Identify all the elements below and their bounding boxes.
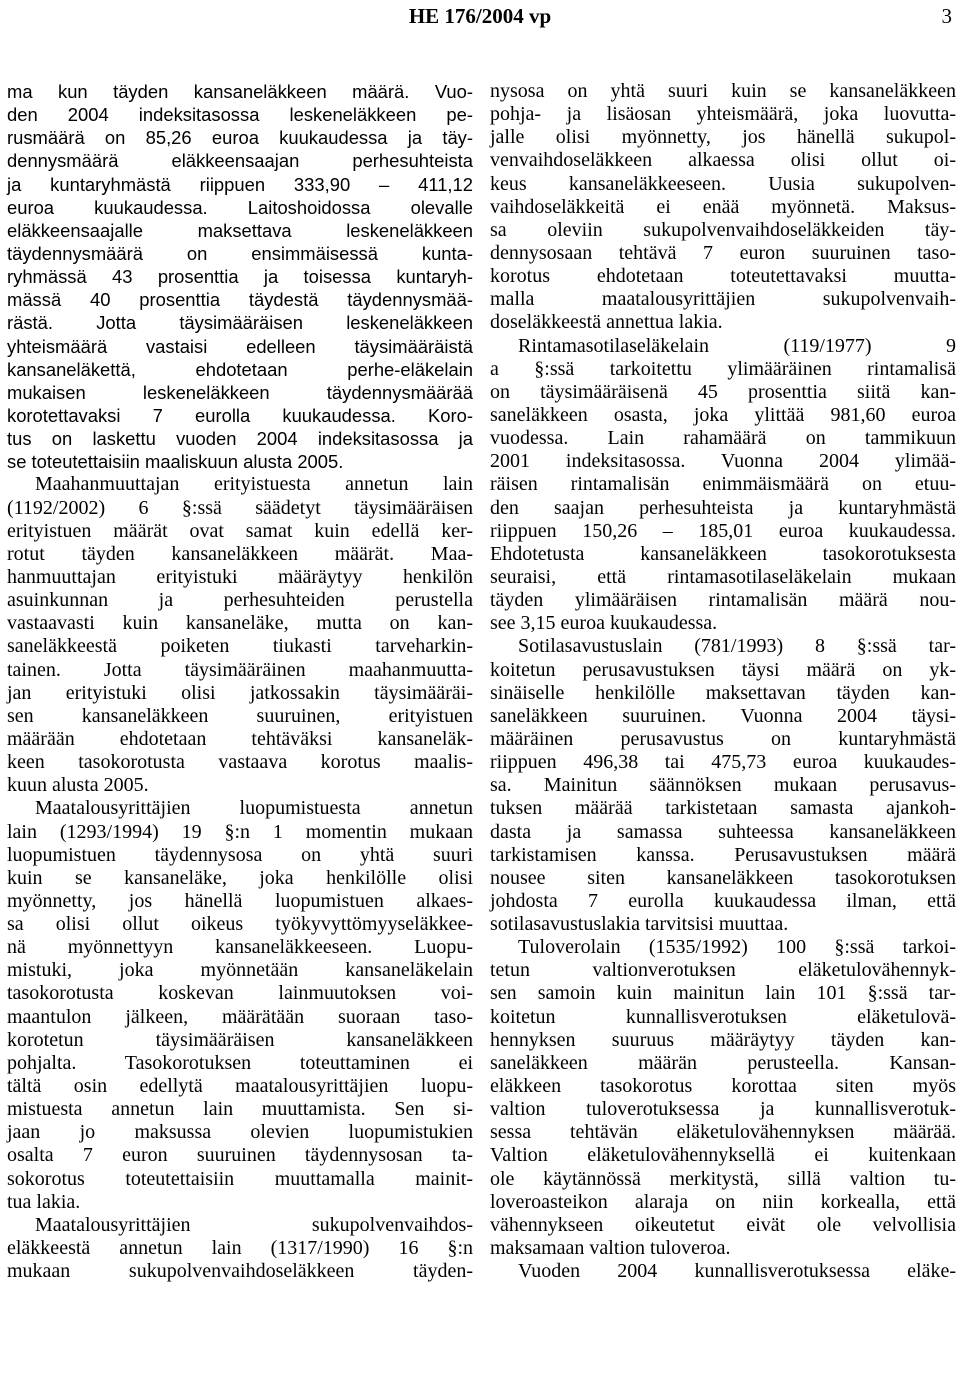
text-line: sokorotus toteutettaisiin muuttamalla mainit-	[7, 1167, 473, 1190]
text-line: ja kuntaryhmästä riippuen 333,90 – 411,12	[7, 173, 473, 195]
text-line: tuksen määrää tarkistetaan samasta ajankoh-	[490, 797, 956, 820]
text-line: erityistuen määrät ovat samat kuin edellä ker-	[7, 519, 473, 542]
text-line: den 2004 indeksitasossa leskeneläkkeen pe-	[7, 104, 473, 126]
text-line: saneläkkeen määrän perusteella. Kansan-	[490, 1051, 956, 1074]
text-line: mässä 40 prosenttia täydestä täydennysmää-	[7, 289, 473, 311]
text-line: Sotilasavustuslain (781/1993) 8 §:ssä tar-	[518, 635, 956, 658]
text-line: maksamaan valtion tuloveroa.	[490, 1237, 731, 1260]
text-line: sa. Mainitun säännöksen mukaan perusavus-	[490, 774, 956, 797]
text-line: Maahanmuuttajan erityistuesta annetun lain	[35, 473, 473, 496]
text-line: nä myönnettyyn kansaneläkkeeseen. Luopu-	[7, 936, 473, 959]
document-id: HE 176/2004 vp	[408, 4, 552, 28]
text-line: tus on laskettu vuoden 2004 indeksitasossa ja	[7, 428, 473, 450]
text-line: pohjalta. Tasokorotuksen toteuttaminen ei	[7, 1051, 473, 1074]
right-text-column	[490, 80, 956, 1283]
text-line: nousee siten kansaneläkkeen tasokorotuksen	[490, 866, 956, 889]
text-line: yhteismäärä vastaisi edelleen täysimääräistä	[7, 335, 473, 357]
text-line: valtion tuloverotuksessa ja kunnallisverotuk-	[490, 1098, 956, 1121]
text-line: täyden ylimääräisen rintamalisän määrä nou-	[490, 589, 956, 612]
text-line: see 3,15 euroa kuukaudessa.	[490, 612, 718, 635]
text-line: seuraisi, että rintamasotilaseläkelain mukaan	[490, 565, 956, 588]
text-line: loveroasteikon alaraja on niin korkealla, että	[490, 1190, 956, 1213]
text-line: maantulon jälkeen, määrätään suoraan taso-	[7, 1005, 473, 1028]
text-line: asuinkunnan ja perhesuhteiden perustella	[7, 589, 473, 612]
text-line: myönnetty, jos hänellä luopumistuen alkaes-	[7, 889, 473, 912]
text-line: räisen rintamalisän enimmäismäärä on etuu-	[490, 473, 956, 496]
text-line: koitetun perusavustuksen täysi määrä on yk-	[490, 658, 956, 681]
text-line: mukaisen leskeneläkkeen täydennysmäärää	[7, 381, 473, 403]
text-line: eläkkeen tasokorotus korottaa siten myös	[490, 1075, 956, 1098]
text-line: (1192/2002) 6 §:ssä säädetyt täysimääräisen	[7, 496, 473, 519]
text-line: Maatalousyrittäjien luopumistuesta annetun	[35, 797, 473, 820]
text-line: rusmäärä on 85,26 euroa kuukaudessa ja täy-	[7, 127, 473, 149]
text-line: hanmuuttajan erityistuki määräytyy henkilön	[7, 565, 473, 588]
text-line: keen tasokorotusta vastaava korotus maalis-	[7, 751, 473, 774]
text-line: den saajan perhesuhteista ja kuntaryhmästä	[490, 496, 956, 519]
text-line: eläkkeensaajalle maksettava leskeneläkkeen	[7, 219, 473, 241]
text-line: sinäiselle henkilölle maksettavan täyden kan-	[490, 681, 956, 704]
page-header	[0, 4, 960, 28]
text-line: määräinen perusavustus on kuntaryhmästä	[490, 727, 956, 750]
text-line: korotus ehdotetaan toteutettavaksi muutta-	[490, 265, 956, 288]
text-line: riippuen 496,38 tai 475,73 euroa kuukaudes-	[490, 751, 956, 774]
text-line: luopumistuen täydennysosa on yhtä suuri	[7, 843, 473, 866]
text-line: sa olisi ollut oikeus työkyvyttömyyseläkkee-	[7, 913, 473, 936]
text-line: tarkistamisen kanssa. Perusavustuksen määrä	[490, 843, 956, 866]
text-line: on täysimääräisenä 45 prosenttia siitä kan-	[490, 380, 956, 403]
page-number: 3	[941, 4, 952, 28]
text-line: saneläkkeestä poiketen tiukasti tarveharkin-	[7, 635, 473, 658]
text-line: riippuen 150,26 – 185,01 euroa kuukaudessa.	[490, 519, 956, 542]
text-line: sen samoin kuin mainitun lain 101 §:ssä tar-	[490, 982, 956, 1005]
text-line: se toteutettaisiin maaliskuun alusta 2005.	[7, 451, 344, 473]
text-line: vastaavasti kuin kansaneläke, mutta on kan-	[7, 612, 473, 635]
text-line: keus kansaneläkkeeseen. Uusia sukupolven-	[490, 172, 956, 195]
text-line: Tuloverolain (1535/1992) 100 §:ssä tarkoi-	[518, 936, 956, 959]
text-line: jalle olisi myönnetty, jos hänellä sukupol-	[490, 126, 956, 149]
text-line: kansaneläkettä, ehdotetaan perhe-eläkelain	[7, 358, 473, 380]
text-line: korotettavaksi 7 eurolla kuukaudessa. Koro-	[7, 404, 473, 426]
text-line: saneläkkeen osasta, joka ylittää 981,60 euroa	[490, 403, 956, 426]
text-line: kuin se kansaneläke, joka henkilölle olisi	[7, 866, 473, 889]
text-line: tua lakia.	[7, 1190, 81, 1213]
text-line: mistuesta annetun lain muuttamista. Sen si-	[7, 1098, 473, 1121]
text-line: vuodessa. Lain rahamäärä on tammikuun	[490, 427, 956, 450]
left-text-column	[7, 80, 473, 1283]
text-line: saneläkkeen suuruinen. Vuonna 2004 täysi-	[490, 704, 956, 727]
text-line: lain (1293/1994) 19 §:n 1 momentin mukaan	[7, 820, 473, 843]
text-line: ole käytännössä merkitystä, sillä valtion tu-	[490, 1167, 956, 1190]
text-line: jaan jo maksussa olevien luopumistukien	[7, 1121, 473, 1144]
text-line: pohja- ja lisäosan yhteismäärä, joka luovutta-	[490, 103, 956, 126]
text-line: koitetun kunnallisverotuksen eläketulovä-	[490, 1005, 956, 1028]
text-line: tasokorotusta koskevan lainmuutoksen voi-	[7, 982, 473, 1005]
text-line: sotilasavustuslakia tarvitsisi muuttaa.	[490, 913, 789, 936]
text-line: eläkkeestä annetun lain (1317/1990) 16 §:n	[7, 1237, 473, 1260]
text-line: tainen. Jotta täysimääräinen maahanmuutta-	[7, 658, 473, 681]
text-line: kuun alusta 2005.	[7, 774, 149, 797]
text-line: dennysosaan tehtävä 7 euron suuruinen taso-	[490, 241, 956, 264]
text-line: sessa tehtävän eläketulovähennyksen määrää.	[490, 1121, 956, 1144]
text-line: sa oleviin sukupolvenvaihdoseläkkeiden täy-	[490, 218, 956, 241]
text-line: rästä. Jotta täysimääräisen leskeneläkkeen	[7, 312, 473, 334]
text-line: euroa kuukaudessa. Laitoshoidossa olevalle	[7, 196, 473, 218]
text-line: jan erityistuki olisi jatkossakin täysimääräi-	[7, 681, 473, 704]
text-line: venvaihdoseläkkeen alkaessa olisi ollut oi-	[490, 149, 956, 172]
text-line: tetun valtionverotuksen eläketulovähennyk-	[490, 959, 956, 982]
text-line: korotetun täysimääräisen kansaneläkkeen	[7, 1028, 473, 1051]
text-line: sen kansaneläkkeen suuruinen, erityistuen	[7, 704, 473, 727]
text-line: johdosta 7 eurolla kuukaudessa ilman, että	[490, 889, 956, 912]
text-line: ryhmässä 43 prosenttia ja toisessa kuntaryh-	[7, 266, 473, 288]
text-line: hennyksen suuruus määräytyy täyden kan-	[490, 1028, 956, 1051]
text-line: 2001 indeksitasossa. Vuonna 2004 ylimää-	[490, 450, 956, 473]
text-line: nysosa on yhtä suuri kuin se kansaneläkkeen	[490, 80, 956, 102]
text-line: vähennykseen oikeutetut eivät ole velvollisia	[490, 1213, 956, 1236]
text-line: määrään ehdotetaan tehtäväksi kansaneläk-	[7, 727, 473, 750]
text-line: mistuki, joka myönnetään kansaneläkelain	[7, 959, 473, 982]
text-line: vaihdoseläkkeitä ei enää myönnetä. Maksus-	[490, 195, 956, 218]
text-line: ma kun täyden kansaneläkkeen määrä. Vuo-	[7, 81, 473, 102]
text-line: osalta 7 euron suuruinen täydennysosan ta-	[7, 1144, 473, 1167]
text-line: Maatalousyrittäjien sukupolvenvaihdos-	[35, 1213, 473, 1236]
text-line: a §:ssä tarkoitettu ylimääräinen rintamalisä	[490, 357, 956, 380]
text-line: Vuoden 2004 kunnallisverotuksessa eläke-	[518, 1260, 956, 1283]
text-line: täydennysmäärä on ensimmäisessä kunta-	[7, 242, 473, 264]
text-line: tältä osin edellytä maatalousyrittäjien luopu-	[7, 1075, 473, 1098]
text-line: Rintamasotilaseläkelain (119/1977) 9	[518, 334, 956, 357]
text-line: mukaan sukupolvenvaihdoseläkkeen täyden-	[7, 1260, 473, 1283]
text-line: malla maatalousyrittäjien sukupolvenvaih-	[490, 288, 956, 311]
text-line: Valtion eläketulovähennyksellä ei kuitenkaan	[490, 1144, 956, 1167]
text-line: rotut täyden kansaneläkkeen määrät. Maa-	[7, 542, 473, 565]
text-line: dasta ja samassa suhteessa kansaneläkkeen	[490, 820, 956, 843]
text-line: doseläkkeestä annettua lakia.	[490, 311, 723, 334]
text-line: dennysmäärä eläkkeensaajan perhesuhteista	[7, 150, 473, 172]
text-line: Ehdotetusta kansaneläkkeen tasokorotuksesta	[490, 542, 956, 565]
